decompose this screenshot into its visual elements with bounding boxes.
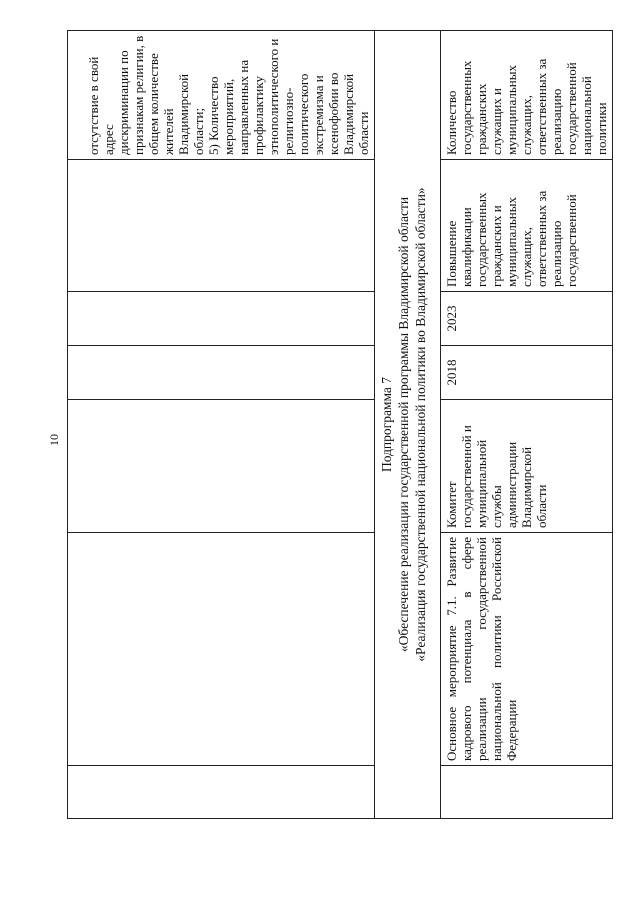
table-row-top bbox=[68, 31, 375, 819]
executor-text: Комитет государственной и муниципальной службы администрации Владимирской области bbox=[444, 425, 549, 528]
cell-indicator-text bbox=[68, 31, 375, 160]
subprogram-header bbox=[375, 31, 441, 819]
cell-executor bbox=[441, 400, 613, 533]
expected-result-text: Повышение квалификации государственных гражданских и муниципальных служащих, ответственных за реализацию государственной bbox=[444, 190, 579, 287]
subprogram-header-row bbox=[375, 31, 441, 819]
cell-indicator bbox=[441, 31, 613, 160]
subprogram-subtitle-2: «Реализация государственной национальной политики во Владимирской области» bbox=[413, 187, 428, 662]
cell-year-end-empty bbox=[68, 292, 375, 346]
cell-activity bbox=[441, 533, 613, 766]
indicator-text-2: Количество государственных гражданских служащих и муниципальных служащих, ответственных за реализацию государственной национальной политики bbox=[444, 58, 609, 155]
subprogram-title: Подпрограмма 7 bbox=[379, 376, 394, 473]
table-row-activity bbox=[441, 31, 613, 819]
cell-result-empty bbox=[68, 160, 375, 292]
page-number: 10 bbox=[47, 434, 61, 446]
cell-expected-result bbox=[441, 160, 613, 292]
subprogram-subtitle-1: «Обеспечение реализации государственной программы Владимирской области bbox=[396, 196, 411, 653]
program-table bbox=[67, 30, 613, 819]
activity-text: Основное мероприятие 7.1. Развитие кадрового потенциала в сфере реализации государственной национальной политики Российской Федерации bbox=[444, 537, 519, 761]
cell-number bbox=[68, 766, 375, 819]
cell-number-empty bbox=[441, 766, 613, 819]
cell-activity-empty bbox=[68, 533, 375, 766]
year-end: 2023 bbox=[444, 305, 459, 332]
cell-executor-empty bbox=[68, 400, 375, 533]
year-start: 2018 bbox=[444, 359, 459, 386]
rotated-table-sheet bbox=[67, 31, 609, 819]
cell-year-end bbox=[441, 292, 613, 346]
indicator-text: отсутствие в свой адрес дискриминации по признакам религии, в общем количестве жителей Владимирской области; 5) Количество мероприятий, направленных на профилактику этнополитического и религиозно-политического экстремизма и ксенофобии во Владимирской области bbox=[86, 35, 371, 155]
cell-year-start-empty bbox=[68, 346, 375, 400]
cell-year-start bbox=[441, 346, 613, 400]
